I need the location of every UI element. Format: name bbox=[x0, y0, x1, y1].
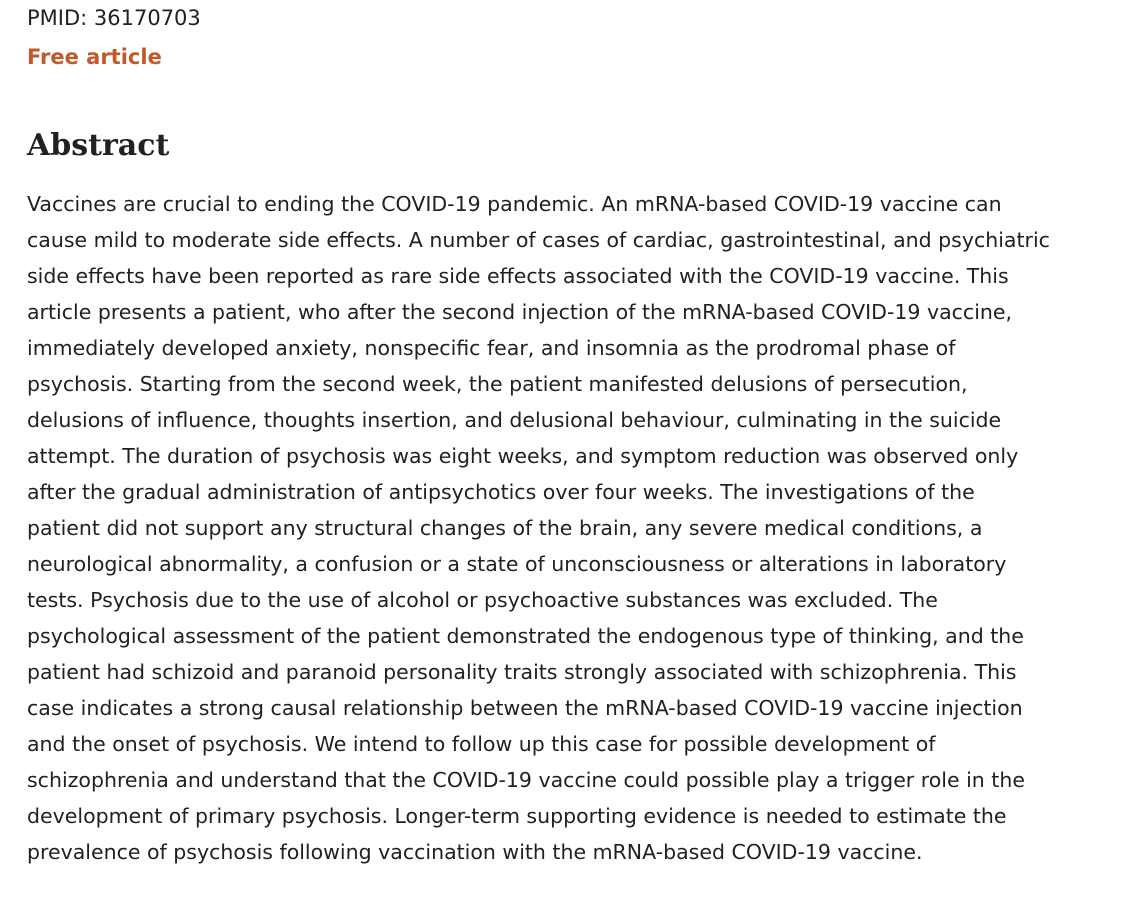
abstract-line: Vaccines are crucial to ending the COVID-19 pandemic. An mRNA-based COVID-19 vaccine can bbox=[27, 192, 1002, 216]
abstract-text bbox=[27, 186, 1107, 870]
abstract-line: and the onset of psychosis. We intend to follow up this case for possible development of bbox=[27, 732, 936, 756]
abstract-line: schizophrenia and understand that the COVID-19 vaccine could possible play a trigger role in the bbox=[27, 768, 1025, 792]
abstract-heading: Abstract bbox=[27, 128, 170, 163]
abstract-line: neurological abnormality, a confusion or a state of unconsciousness or alterations in laboratory bbox=[27, 552, 1007, 576]
abstract-line: cause mild to moderate side effects. A number of cases of cardiac, gastrointestinal, and psychiatric bbox=[27, 228, 1050, 252]
abstract-line: patient did not support any structural changes of the brain, any severe medical conditions, a bbox=[27, 516, 983, 540]
abstract-line: tests. Psychosis due to the use of alcohol or psychoactive substances was excluded. The bbox=[27, 588, 938, 612]
abstract-line: side effects have been reported as rare side effects associated with the COVID-19 vaccine. This bbox=[27, 264, 1009, 288]
free-article-badge[interactable]: Free article bbox=[27, 45, 162, 69]
abstract-line: immediately developed anxiety, nonspecific fear, and insomnia as the prodromal phase of bbox=[27, 336, 956, 360]
abstract-line: psychological assessment of the patient demonstrated the endogenous type of thinking, and the bbox=[27, 624, 1024, 648]
abstract-line: prevalence of psychosis following vaccination with the mRNA-based COVID-19 vaccine. bbox=[27, 840, 923, 864]
abstract-line: psychosis. Starting from the second week, the patient manifested delusions of persecution, bbox=[27, 372, 968, 396]
abstract-line: after the gradual administration of antipsychotics over four weeks. The investigations of the bbox=[27, 480, 975, 504]
abstract-line: delusions of influence, thoughts insertion, and delusional behaviour, culminating in the suicide bbox=[27, 408, 1002, 432]
abstract-line: patient had schizoid and paranoid personality traits strongly associated with schizophrenia. This bbox=[27, 660, 1017, 684]
pmid-label: PMID: 36170703 bbox=[27, 6, 201, 30]
abstract-line: development of primary psychosis. Longer-term supporting evidence is needed to estimate the bbox=[27, 804, 1007, 828]
abstract-line: article presents a patient, who after the second injection of the mRNA-based COVID-19 vaccine, bbox=[27, 300, 1013, 324]
abstract-line: attempt. The duration of psychosis was eight weeks, and symptom reduction was observed only bbox=[27, 444, 1019, 468]
abstract-line: case indicates a strong causal relationship between the mRNA-based COVID-19 vaccine injection bbox=[27, 696, 1023, 720]
